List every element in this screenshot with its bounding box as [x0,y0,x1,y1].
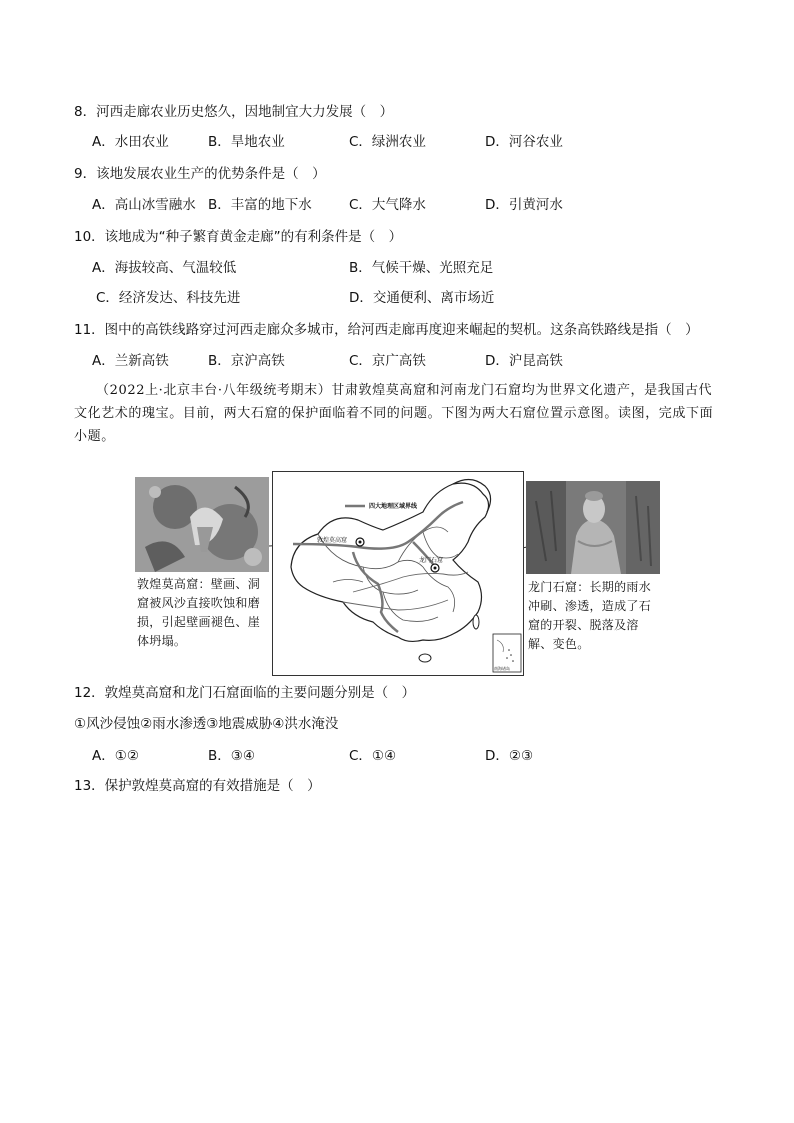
q8-option-b[interactable]: B．旱地农业 [208,134,285,150]
q11-option-c[interactable]: C．京广高铁 [349,353,426,369]
q11-option-d[interactable]: D．沪昆高铁 [485,353,563,369]
q10-option-c[interactable]: C．经济发达、科技先进 [96,290,241,306]
question-9-stem: 9．该地发展农业生产的优势条件是（ ） [74,166,326,182]
map-legend-label: 四大地理区域界线 [369,503,418,510]
question-8-stem: 8．河西走廊农业历史悠久，因地制宜大力发展（ ） [74,104,394,120]
q11-option-b[interactable]: B．京沪高铁 [208,353,285,369]
q12-option-c[interactable]: C．①④ [349,748,397,764]
longmen-caption: 龙门石窟：长期的雨水冲刷、渗透，造成了石窟的开裂、脱落及溶解、变色。 [528,580,652,651]
question-11-stem: 11．图中的高铁线路穿过河西走廊众多城市，给河西走廊再度迎来崛起的契机。这条高铁路线是指（ ） [74,322,699,338]
buddha-image [526,481,660,574]
q9-option-c[interactable]: C．大气降水 [349,197,426,213]
q9-option-b[interactable]: B．丰富的地下水 [208,197,312,213]
q12-option-b[interactable]: B．③④ [208,748,255,764]
mogao-map-label: 敦煌莫高窟 [317,537,348,544]
q8-option-a[interactable]: A．水田农业 [92,134,169,150]
q11-option-a[interactable]: A．兰新高铁 [92,353,169,369]
question-10-stem: 10．该地成为“种子繁育黄金走廊”的有利条件是（ ） [74,229,403,245]
q12-option-d[interactable]: D．②③ [485,748,534,764]
question-13-stem: 13．保护敦煌莫高窟的有效措施是（ ） [74,778,321,794]
q10-option-a[interactable]: A．海拔较高、气温较低 [92,260,237,276]
longmen-map-label: 龙门石窟 [419,557,444,564]
q9-option-a[interactable]: A．高山冰雪融水 [92,197,196,213]
q9-option-d[interactable]: D．引黄河水 [485,197,563,213]
q8-option-c[interactable]: C．绿洲农业 [349,134,426,150]
q10-option-b[interactable]: B．气候干燥、光照充足 [349,260,494,276]
mogao-caption: 敦煌莫高窟：壁画、洞窟被风沙直接吹蚀和磨损，引起壁画褪色、崖体坍塌。 [137,577,261,648]
q10-option-d[interactable]: D．交通便利、离市场近 [349,290,495,306]
china-location-map [272,471,524,676]
longmen-buddha-photo [526,481,660,574]
question-12-statements: ①风沙侵蚀②雨水渗透③地震威胁④洪水淹没 [74,716,339,732]
reading-passage: （2022上·北京丰台·八年级统考期末）甘肃敦煌莫高窟和河南龙门石窟均为世界文化遗产，是我国古代文化艺术的瑰宝。目前，两大石窟的保护面临着不同的问题。下图为两大石窟位置示意图。读图，完成下面小题。 [74,383,714,444]
q8-option-d[interactable]: D．河谷农业 [485,134,563,150]
inset-label: 南海诸岛 [494,666,510,671]
question-12-stem: 12．敦煌莫高窟和龙门石窟面临的主要问题分别是（ ） [74,685,416,701]
q12-option-a[interactable]: A．①② [92,748,139,764]
